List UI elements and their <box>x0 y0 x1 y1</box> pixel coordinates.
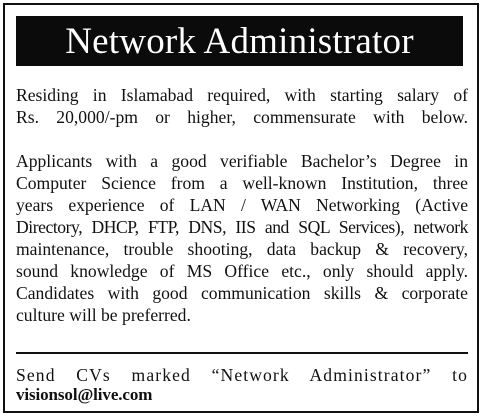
paragraph-line: Candidates with good communication skills & corporate <box>16 283 468 303</box>
contact-instruction: Send CVs marked “Network Administrator” to <box>16 365 468 385</box>
contact-section <box>16 365 468 405</box>
paragraph-line: Computer Science from a well-known Institution, three <box>16 173 468 193</box>
salary-paragraph <box>16 84 468 128</box>
paragraph-line: Directory, DHCP, FTP, DNS, IIS and SQL Services), network <box>16 217 468 237</box>
requirements-paragraph <box>16 150 468 326</box>
paragraph-line: Applicants with a good verifiable Bachelor’s Degree in <box>16 151 468 171</box>
ad-title: Network Administrator <box>16 16 463 66</box>
divider <box>16 352 468 354</box>
paragraph-line: Residing in Islamabad required, with starting salary of <box>16 85 468 105</box>
contact-email[interactable]: visionsol@live.com <box>16 385 153 404</box>
paragraph-line: Rs. 20,000/-pm or higher, commensurate with below. <box>16 107 468 127</box>
paragraph-line: maintenance, trouble shooting, data backup & recovery, <box>16 239 468 259</box>
paragraph-line: culture will be preferred. <box>16 305 191 325</box>
paragraph-line: years experience of LAN / WAN Networking (Active <box>16 195 468 215</box>
paragraph-line: sound knowledge of MS Office etc., only should apply. <box>16 261 468 281</box>
